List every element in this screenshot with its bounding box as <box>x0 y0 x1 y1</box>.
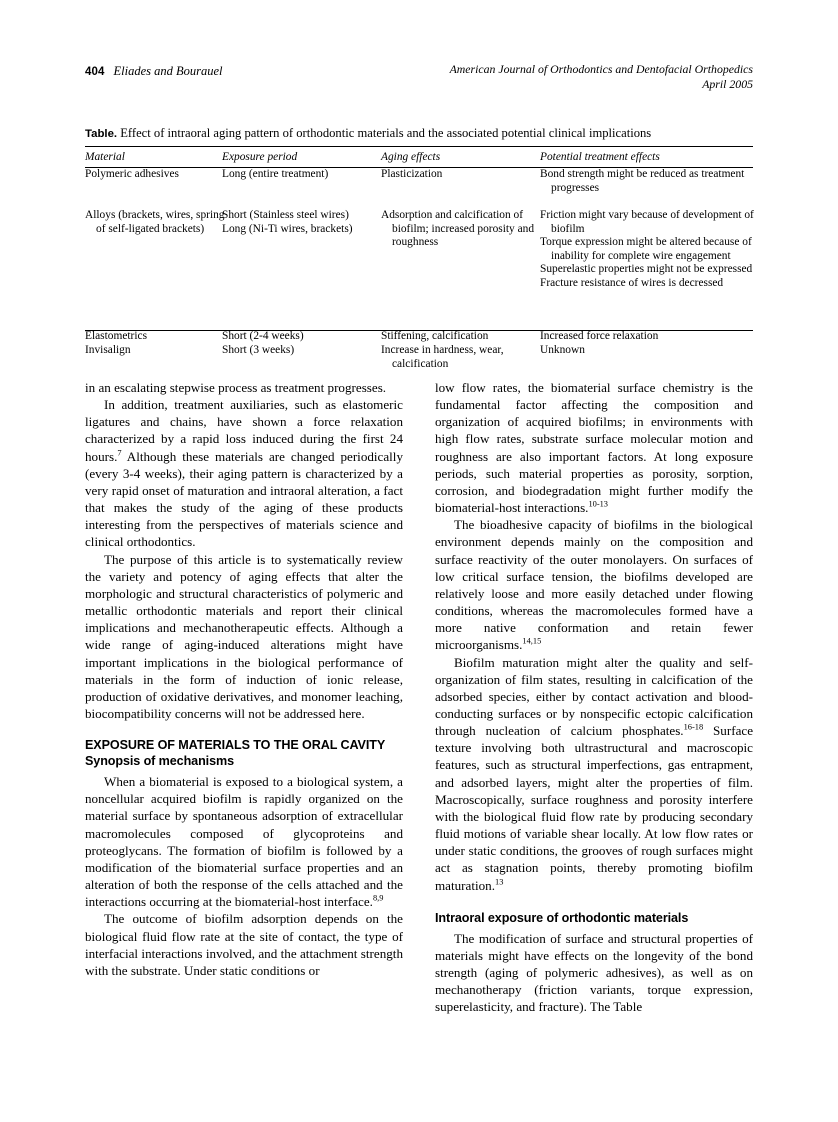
table-cell-line: Stiffening, calcification <box>381 330 489 342</box>
text-run: Although these materials are changed periodically (every 3-4 weeks), their aging pattern is characterized by a very rapid onset of maturation and intraoral alteration, a fact that makes the study of the aging of these products interesting from the perspectives of materials science and clinical orthodontics. <box>85 448 403 550</box>
table-cell-aging-effects <box>381 209 536 250</box>
table-cell-potential-treatment-effects <box>540 209 756 291</box>
table-cell-line: Unknown <box>540 344 585 356</box>
table-cell-potential-treatment-effects <box>540 344 756 358</box>
paragraph-auxiliaries <box>85 396 403 550</box>
table-body <box>85 168 754 370</box>
paragraph-biomaterial <box>85 773 403 910</box>
table-header-exposure: Exposure period <box>222 151 298 163</box>
table-header-aging: Aging effects <box>381 151 441 163</box>
table-cell-aging-effects <box>381 344 536 371</box>
table-header-row <box>85 147 753 167</box>
table-cell-material <box>85 209 225 236</box>
table-cell-line: Short (Stainless steel wires) <box>222 209 349 221</box>
paragraph-outcome: The outcome of biofilm adsorption depends on the biological fluid flow rate at the site of contact, the type of interfacial interactions involved, and the attachment strength with the substrate. Under static conditions or <box>85 911 403 978</box>
table-cell-material <box>85 168 225 182</box>
paragraph-maturation <box>435 654 753 894</box>
column-left <box>85 379 403 1069</box>
table-cell-line: Elastometrics <box>85 330 147 342</box>
table-cell-line: Torque expression might be altered because of inability for complete wire engagement <box>540 236 752 262</box>
text-run: Surface texture involving both ultrastructural and macroscopic features, such as structural imperfections, gas entrapment, and adsorbed layers, might alter the properties of film. Macroscopically, surface roughness and porosity interfere with the biological fluid flow rate by producing secondary fluid motions of variable shear locally. At low flow rates or under static conditions, the grooves of rough surfaces might act as stagnation points, thereby promoting biofilm maturation. <box>435 723 754 893</box>
table-caption <box>85 126 753 146</box>
subheading-intraoral-exposure: Intraoral exposure of orthodontic materials <box>435 910 689 925</box>
issue-date: April 2005 <box>702 76 753 91</box>
table-cell-line: Polymeric adhesives <box>85 168 179 180</box>
page-number: 404 <box>85 66 105 78</box>
journal-page <box>85 0 753 1122</box>
table-cell-line: Short (2-4 weeks) <box>222 330 304 342</box>
table-cell-aging-effects <box>381 168 536 182</box>
table-cell-exposure-period <box>222 330 380 344</box>
table-header-treatment: Potential treatment effects <box>540 151 660 163</box>
citation-ref: 10-13 <box>588 499 608 509</box>
table-cell-exposure-period <box>222 344 380 358</box>
table-cell-line: Bond strength might be reduced as treatment progresses <box>540 168 745 194</box>
paragraph-bioadhesive <box>435 516 753 653</box>
table-cell-line: Invisalign <box>85 344 131 356</box>
table-block <box>85 126 754 370</box>
table-header-material: Material <box>85 151 125 163</box>
table-cell-line: Plasticization <box>381 168 443 180</box>
table-cell-material <box>85 330 225 344</box>
paragraph-flowrates <box>435 379 753 516</box>
text-run: Biofilm maturation might alter the quality and self-organization of film states, resulting in calcification of the adsorbed species, either by contact activation and blood-conducting surfaces or by nonspecific ectopic calcification through nucleation of calcium phosphates. <box>435 654 753 739</box>
table-cell-line: Friction might vary because of development of biofilm <box>540 209 754 235</box>
paragraph-purpose: The purpose of this article is to systematically review the variety and potency of aging effects that alter the morphologic and structural characteristics of polymeric and metallic orthodontic materials and report their clinical implications and mechanotherapeutic effects. Although a wide range of aging-induced alterations might have important implications in the biological performance of materials in the form of induction of ionic release, production of oxidative derivatives, and monomer leaching, biocompatibility concerns will not be addressed here. <box>85 551 403 721</box>
running-head-left <box>85 62 223 80</box>
table-cell-exposure-period <box>222 209 380 236</box>
table-cell-line: Superelastic properties might not be expressed <box>540 263 753 276</box>
journal-title: American Journal of Orthodontics and Dentofacial Orthopedics <box>449 62 753 76</box>
citation-ref: 7 <box>117 448 122 458</box>
paragraph-modification: The modification of surface and structural properties of materials might have effects on the longevity of the bond strength (aging of polymeric adhesives), as well as on mechanotherapy (friction variants, torque expression, superelasticity, and fracture). The Table <box>435 930 753 1015</box>
table-cell-line: Adsorption and calcification of biofilm; increased porosity and roughness <box>381 209 535 249</box>
table-label: Table. <box>85 128 118 140</box>
citation-ref: 13 <box>495 877 504 887</box>
text-run: In addition, treatment auxiliaries, such as elastomeric ligatures and chains, have shown a force relaxation characterized by a rapid loss induced during the first 24 hours. <box>85 397 403 464</box>
table-cell-exposure-period <box>222 168 380 182</box>
running-head <box>85 62 753 102</box>
citation-ref: 8,9 <box>372 893 384 903</box>
text-run: When a biomaterial is exposed to a biological system, a noncellular acquired biofilm is rapidly organized on the material surface by spontaneous adsorption of extracellular macromolecules composed of glycoproteins and proteoglycans. The formation of biofilm is followed by a modification of the biomaterial surface properties and an alteration of both the response of the cells attached and the interactions occurring at the biomaterial-host interface. <box>85 774 403 910</box>
table-cell-line: Long (entire treatment) <box>222 168 329 180</box>
column-right <box>435 379 753 1069</box>
table-cell-line: Increased force relaxation <box>540 330 659 342</box>
paragraph-continued: in an escalating stepwise process as treatment progresses. <box>85 380 387 395</box>
citation-ref: 16-18 <box>683 722 704 732</box>
text-run: The bioadhesive capacity of biofilms in the biological environment depends mainly on the composition and surface reactivity of the outer monolayers. On surfaces of low critical surface tension, the biofilms developed are relatively loose and more easily detached under flowing conditions, whereas the macromolecules formed have a more native conformation and retain fewer microorganisms. <box>435 517 753 653</box>
table-caption-text: Effect of intraoral aging pattern of orthodontic materials and the associated potential clinical implications <box>120 126 652 140</box>
text-run: low flow rates, the biomaterial surface chemistry is the fundamental factor affecting the composition and organization of acquired biofilms; in environments with high flow rates, substrate surface molecular motion and roughness are also important factors. At long exposure periods, such material properties as porosity, sorption, corrosion, and biodegradation might further modify the biomaterial-host interactions. <box>435 380 753 516</box>
running-head-right <box>450 62 753 91</box>
table-cell-line: Increase in hardness, wear, calcification <box>381 344 504 370</box>
table-cell-aging-effects <box>381 330 536 344</box>
table-cell-line: Fracture resistance of wires is decressed <box>540 276 724 289</box>
subheading-synopsis: Synopsis of mechanisms <box>85 754 234 769</box>
table-cell-potential-treatment-effects <box>540 330 756 344</box>
running-head-authors: Eliades and Bourauel <box>113 64 223 78</box>
table-cell-material <box>85 344 225 358</box>
body-columns <box>85 379 753 1069</box>
citation-ref: 14,15 <box>522 636 542 646</box>
table-cell-potential-treatment-effects <box>540 168 756 195</box>
table-cell-line: Long (Ni-Ti wires, brackets) <box>222 222 353 235</box>
table-cell-line: Alloys (brackets, wires, spring of self-ligated brackets) <box>85 209 225 235</box>
section-heading-exposure: EXPOSURE OF MATERIALS TO THE ORAL CAVITY <box>85 738 386 753</box>
table-cell-line: Short (3 weeks) <box>222 344 295 356</box>
